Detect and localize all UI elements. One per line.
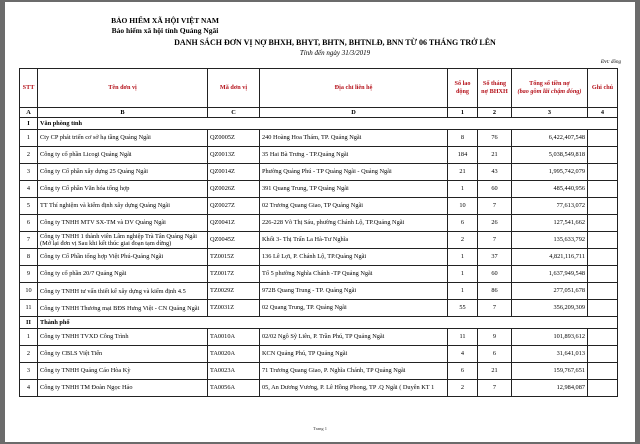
row-total: 12,984,087 — [512, 380, 588, 397]
row-code: TA0020A — [208, 346, 260, 363]
row-months: 60 — [478, 181, 512, 198]
row-stt: 1 — [20, 329, 38, 346]
page-number: Trang 1 — [313, 426, 327, 431]
column-letter-row — [20, 108, 618, 118]
col-total-note: (bao gồm lãi chậm đóng) — [517, 88, 582, 95]
section-title: Thành phố — [38, 317, 618, 329]
row-name: Công ty TNHH Quảng Cáo Hòa Kỳ — [38, 363, 208, 380]
row-code: TA0023A — [208, 363, 260, 380]
row-workers: 11 — [448, 329, 478, 346]
row-address: 240 Hoàng Hoa Thám, TP. Quảng Ngãi — [260, 130, 448, 147]
section-row — [20, 317, 618, 329]
column-letter: A — [20, 108, 38, 118]
table-header-row — [20, 69, 618, 108]
table-row — [20, 363, 618, 380]
row-name: Công ty TNHH Thương mại BĐS Hưng Việt - CN Quảng Ngãi — [38, 300, 208, 317]
row-workers: 2 — [448, 380, 478, 397]
row-months: 60 — [478, 266, 512, 283]
row-address: 136 Lê Lợi, P. Chánh Lộ, TP.Quảng Ngãi — [260, 249, 448, 266]
row-months: 6 — [478, 346, 512, 363]
table-row — [20, 232, 618, 249]
row-workers: 4 — [448, 346, 478, 363]
row-stt: 5 — [20, 198, 38, 215]
row-stt: 2 — [20, 147, 38, 164]
row-name: Công ty TNHH MTV SX-TM và DV Quảng Ngãi — [38, 215, 208, 232]
row-stt: 4 — [20, 380, 38, 397]
row-note — [588, 380, 618, 397]
row-address: 391 Quang Trung, TP Quảng Ngãi — [260, 181, 448, 198]
row-months: 9 — [478, 329, 512, 346]
row-stt: 2 — [20, 346, 38, 363]
col-workers: Số lao động — [448, 69, 478, 108]
row-name: Công ty Cổ Phần tổng hợp Việt Phú-Quảng Ngãi — [38, 249, 208, 266]
row-address: 02 Trương Quang Giao, TP Quảng Ngãi — [260, 198, 448, 215]
row-note — [588, 266, 618, 283]
row-code: TZ0029Z — [208, 283, 260, 300]
col-stt: STT — [20, 69, 38, 108]
row-name: Công ty Cổ phần xây dựng 25 Quảng Ngãi — [38, 164, 208, 181]
row-name: Công ty cổ phần 20/7 Quảng Ngãi — [38, 266, 208, 283]
row-months: 26 — [478, 215, 512, 232]
row-workers: 55 — [448, 300, 478, 317]
agency-line-2: Bảo hiểm xã hội tỉnh Quảng Ngãi — [111, 26, 219, 35]
table-row — [20, 181, 618, 198]
row-workers: 21 — [448, 164, 478, 181]
row-code: TZ0015Z — [208, 249, 260, 266]
column-letter: C — [208, 108, 260, 118]
row-note — [588, 130, 618, 147]
row-total: 277,051,678 — [512, 283, 588, 300]
row-note — [588, 164, 618, 181]
row-months: 76 — [478, 130, 512, 147]
row-total: 1,995,742,079 — [512, 164, 588, 181]
agency-line-1: BẢO HIỂM XÃ HỘI VIỆT NAM — [111, 16, 219, 25]
col-name: Tên đơn vị — [38, 69, 208, 108]
section-title: Văn phòng tỉnh — [38, 118, 618, 130]
table-row — [20, 164, 618, 181]
row-total: 1,637,949,548 — [512, 266, 588, 283]
row-stt: 3 — [20, 363, 38, 380]
row-stt: 9 — [20, 266, 38, 283]
row-total: 101,893,612 — [512, 329, 588, 346]
section-roman: I — [20, 118, 38, 130]
row-note — [588, 300, 618, 317]
col-code: Mã đơn vị — [208, 69, 260, 108]
row-address: 972B Quang Trung - TP. Quảng Ngãi — [260, 283, 448, 300]
row-months: 21 — [478, 147, 512, 164]
row-address: 02/02 Ngô Sỹ Liên, P. Trần Phú, TP Quảng Ngãi — [260, 329, 448, 346]
column-letter: 2 — [478, 108, 512, 118]
row-address: Phường Quảng Phú - TP Quảng Ngãi - Quảng Ngãi — [260, 164, 448, 181]
row-address: 35 Hai Bà Trưng - TP.Quảng Ngãi — [260, 147, 448, 164]
agency-header — [65, 16, 265, 36]
row-stt: 6 — [20, 215, 38, 232]
row-code: QZ0013Z — [208, 147, 260, 164]
row-months: 43 — [478, 164, 512, 181]
row-stt: 11 — [20, 300, 38, 317]
table-row — [20, 266, 618, 283]
row-total: 159,767,651 — [512, 363, 588, 380]
section-row — [20, 118, 618, 130]
row-note — [588, 329, 618, 346]
row-name: Cty CP phát triển cơ sở hạ tầng Quảng Ngãi — [38, 130, 208, 147]
row-address: Khối 3- Thị Trấn La Hà-Tư Nghĩa — [260, 232, 448, 249]
col-note: Ghi chú — [588, 69, 618, 108]
table-row — [20, 283, 618, 300]
row-workers: 1 — [448, 181, 478, 198]
col-address: Địa chỉ liên hệ — [260, 69, 448, 108]
currency-unit: Đvt: đồng — [600, 60, 621, 65]
row-code: TA0056A — [208, 380, 260, 397]
row-stt: 8 — [20, 249, 38, 266]
document-date: Tính đến ngày 31/3/2019 — [299, 49, 371, 57]
row-total: 127,541,662 — [512, 215, 588, 232]
document-title: DANH SÁCH ĐƠN VỊ NỢ BHXH, BHYT, BHTN, BHTNLĐ, BNN TỪ 06 THÁNG TRỞ LÊN — [174, 38, 496, 47]
column-letter: 3 — [512, 108, 588, 118]
row-months: 37 — [478, 249, 512, 266]
row-note — [588, 363, 618, 380]
row-address: KCN Quảng Phú, TP Quảng Ngãi — [260, 346, 448, 363]
row-code: QZ0005Z — [208, 130, 260, 147]
row-name: Công ty TNHH tư vấn thiết kế xây dựng và kiểm định 4.5 — [38, 283, 208, 300]
row-note — [588, 249, 618, 266]
row-name: Công ty CBLS Việt Tiến — [38, 346, 208, 363]
row-total: 77,613,072 — [512, 198, 588, 215]
table-row — [20, 249, 618, 266]
row-code: TA0010A — [208, 329, 260, 346]
table-row — [20, 346, 618, 363]
row-code: QZ0026Z — [208, 181, 260, 198]
table-row — [20, 198, 618, 215]
table-row — [20, 300, 618, 317]
row-note — [588, 232, 618, 249]
column-letter: B — [38, 108, 208, 118]
row-workers: 1 — [448, 249, 478, 266]
row-total: 356,209,309 — [512, 300, 588, 317]
row-workers: 184 — [448, 147, 478, 164]
row-total: 4,821,116,711 — [512, 249, 588, 266]
row-note — [588, 198, 618, 215]
row-months: 21 — [478, 363, 512, 380]
column-letter: 1 — [448, 108, 478, 118]
row-address: 05, An Dương Vương, P. Lê Hồng Phong, TP .Q Ngãi ( Duyên KT 1 — [260, 380, 448, 397]
row-workers: 10 — [448, 198, 478, 215]
row-total: 485,440,956 — [512, 181, 588, 198]
row-address: 02 Quang Trung, TP. Quảng Ngãi — [260, 300, 448, 317]
row-address: 226-228 Võ Thị Sáu, phường Chánh Lộ, TP.Quảng Ngãi — [260, 215, 448, 232]
row-name: Công ty TNHH TVXD Công Trình — [38, 329, 208, 346]
row-code: QZ0041Z — [208, 215, 260, 232]
row-total: 6,422,407,548 — [512, 130, 588, 147]
row-name: Công ty Cổ phần Văn hóa tổng hợp — [38, 181, 208, 198]
column-letter: D — [260, 108, 448, 118]
row-total: 31,641,013 — [512, 346, 588, 363]
table-row — [20, 215, 618, 232]
row-note — [588, 181, 618, 198]
row-note — [588, 346, 618, 363]
row-stt: 1 — [20, 130, 38, 147]
row-total: 5,038,549,818 — [512, 147, 588, 164]
row-stt: 3 — [20, 164, 38, 181]
row-name: Công ty cổ phần Licogi Quảng Ngãi — [38, 147, 208, 164]
row-stt: 4 — [20, 181, 38, 198]
column-letter: 4 — [588, 108, 618, 118]
row-stt: 7 — [20, 232, 38, 249]
col-total — [512, 69, 588, 108]
row-code: QZ0014Z — [208, 164, 260, 181]
row-note — [588, 215, 618, 232]
row-stt: 10 — [20, 283, 38, 300]
row-workers: 1 — [448, 266, 478, 283]
row-months: 7 — [478, 198, 512, 215]
table-row — [20, 329, 618, 346]
row-months: 7 — [478, 380, 512, 397]
row-code: QZ0045Z — [208, 232, 260, 249]
row-note — [588, 147, 618, 164]
row-address: Tổ 5 phường Nghĩa Chánh -TP Quảng Ngãi — [260, 266, 448, 283]
table-row — [20, 147, 618, 164]
table-row — [20, 380, 618, 397]
row-workers: 6 — [448, 215, 478, 232]
row-months: 86 — [478, 283, 512, 300]
row-name: Công ty TNHH TM Đoàn Ngọc Hảo — [38, 380, 208, 397]
col-total-label: Tổng số tiền nợ — [529, 80, 570, 87]
row-months: 7 — [478, 300, 512, 317]
row-note — [588, 283, 618, 300]
row-code: TZ0031Z — [208, 300, 260, 317]
row-code: QZ0027Z — [208, 198, 260, 215]
row-code: TZ0017Z — [208, 266, 260, 283]
col-months: Số tháng nợ BHXH — [478, 69, 512, 108]
row-workers: 2 — [448, 232, 478, 249]
row-name: Công ty TNHH 1 thành viên Lâm nghiệp Trà Tân Quảng Ngãi (Mở lại đơn vị Sau khi kết thúc giai đoạn tạm dừng) — [38, 232, 208, 249]
section-roman: II — [20, 317, 38, 329]
row-months: 7 — [478, 232, 512, 249]
row-workers: 8 — [448, 130, 478, 147]
row-total: 135,633,792 — [512, 232, 588, 249]
row-workers: 1 — [448, 283, 478, 300]
row-name: TT Thí nghiệm và kiểm định xây dựng Quảng Ngãi — [38, 198, 208, 215]
row-workers: 6 — [448, 363, 478, 380]
debt-table — [19, 68, 618, 397]
row-address: 71 Trương Quang Giao, P. Nghĩa Chánh, TP Quảng Ngãi — [260, 363, 448, 380]
table-row — [20, 130, 618, 147]
document-page — [5, 2, 635, 442]
